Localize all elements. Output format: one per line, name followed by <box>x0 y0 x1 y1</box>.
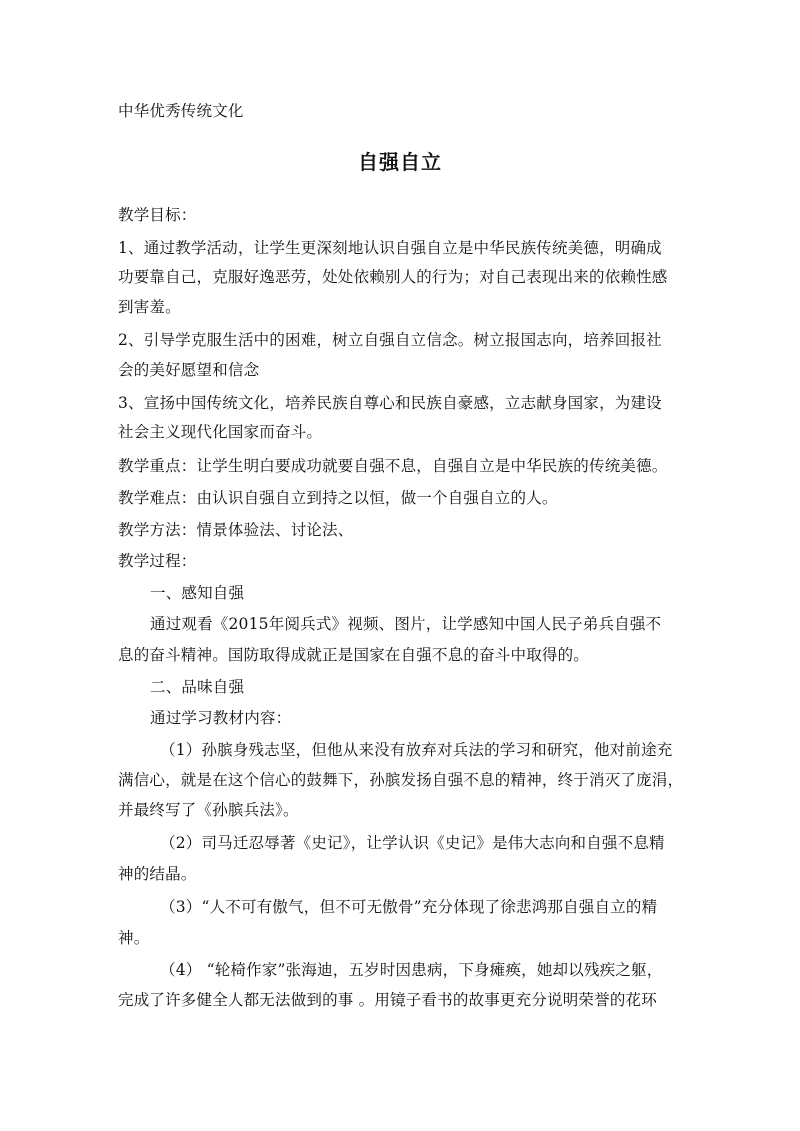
list-item-line: （1）孙膑身残志坚，但他从来没有放弃对兵法的学习和研究，他对前途充 <box>160 741 673 759</box>
section-heading-process: 教学过程： <box>118 552 197 570</box>
paragraph-line: 通过观看《2015年阅兵式》视频、图片，让学感知中国人民子弟兵自强不 <box>150 615 662 633</box>
page-title: 自强自立 <box>358 150 442 174</box>
method-line: 教学方法：情景体验法、讨论法、 <box>118 521 354 539</box>
list-item-line: 神。 <box>118 929 150 947</box>
list-item-line: 满信心，就是在这个信心的鼓舞下，孙膑发扬自强不息的精神，终于消灭了庞涓， <box>118 771 684 789</box>
list-item-line: 完成了许多健全人都无法做到的事 。用镜子看书的故事更充分说明荣誉的花环 <box>118 991 657 1009</box>
paragraph-line: 通过学习教材内容： <box>150 709 292 727</box>
subsection-heading: 一、感知自强 <box>150 584 245 602</box>
list-item-line: 并最终写了《孙膑兵法》。 <box>118 801 299 819</box>
paragraph-line: 息的奋斗精神。国防取得成就正是国家在自强不息的奋斗中取得的。 <box>118 646 590 664</box>
difficulty-line: 教学难点：由认识自强自立到持之以恒，做一个自强自立的人。 <box>118 489 558 507</box>
list-item-line: （2）司马迁忍辱著《史记》，让学认识《史记》是伟大志向和自强不息精 <box>160 834 665 852</box>
list-item-line: （3）“人不可有傲气，但不可无傲骨”充分体现了徐悲鸿那自强自立的精 <box>160 898 658 916</box>
subsection-heading: 二、品味自强 <box>150 678 245 696</box>
paragraph-line: 1、通过教学活动，让学生更深刻地认识自强自立是中华民族传统美德，明确成 <box>118 239 662 257</box>
paragraph-line: 社会主义现代化国家而奋斗。 <box>118 423 323 441</box>
section-heading-objectives: 教学目标： <box>118 206 197 224</box>
paragraph-line: 会的美好愿望和信念 <box>118 361 260 379</box>
paragraph-line: 2、引导学克服生活中的困难，树立自强自立信念。树立报国志向，培养回报社 <box>118 331 662 349</box>
paragraph-line: 功要靠自己，克服好逸恶劳，处处依赖别人的行为；对自己表现出来的依赖性感 <box>118 268 668 286</box>
list-item-line: 神的结晶。 <box>118 865 197 883</box>
header-label: 中华优秀传统文化 <box>118 102 244 120</box>
list-item-line: （4） “轮椅作家”张海迪，五岁时因患病，下身瘫痪，她却以残疾之躯， <box>160 961 663 979</box>
paragraph-line: 到害羞。 <box>118 298 181 316</box>
paragraph-line: 3、宣扬中国传统文化，培养民族自尊心和民族自豪感，立志献身国家，为建设 <box>118 394 662 412</box>
key-points-line: 教学重点：让学生明白要成功就要自强不息，自强自立是中华民族的传统美德。 <box>118 457 668 475</box>
